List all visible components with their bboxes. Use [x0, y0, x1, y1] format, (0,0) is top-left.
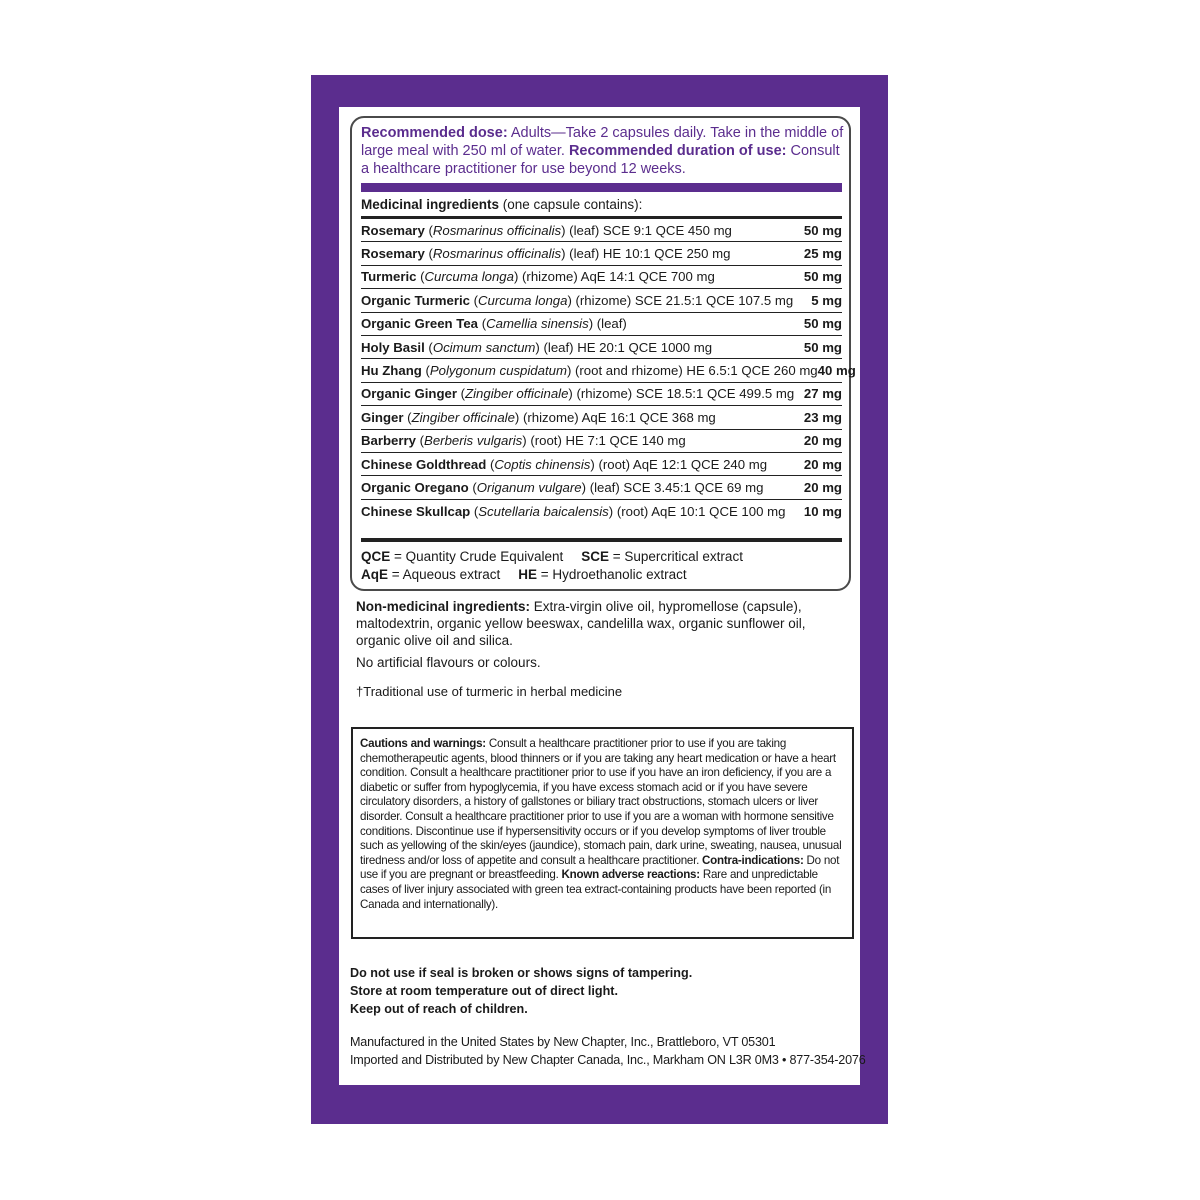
- ingredient-detail: (leaf) HE 20:1 QCE 1000 mg: [539, 339, 713, 355]
- ingredient-row: Hu Zhang (Polygonum cuspidatum) (root and rhizome) HE 6.5:1 QCE 260 mg 40 mg: [361, 359, 842, 382]
- distributor-line: Imported and Distributed by New Chapter Canada, Inc., Markham ON L3R 0M3 • 877-354-2076: [350, 1053, 866, 1067]
- legend-sce-text: = Supercritical extract: [609, 549, 743, 564]
- ingredient-latin: Origanum vulgare: [476, 479, 582, 495]
- ingredient-detail: (rhizome) AqE 14:1 QCE 700 mg: [518, 269, 715, 285]
- ingredient-detail: (root) AqE 10:1 QCE 100 mg: [613, 503, 786, 519]
- table-bottom-rule: [361, 538, 842, 542]
- ingredient-detail: (leaf) SCE 9:1 QCE 450 mg: [565, 222, 732, 238]
- recommended-dose: [361, 124, 845, 178]
- non-medicinal-ingredients: [356, 598, 846, 649]
- manufacturer-line: Manufactured in the United States by New Chapter, Inc., Brattleboro, VT 05301: [350, 1035, 776, 1049]
- ingredient-latin: Curcuma longa: [424, 269, 514, 285]
- legend-he-text: = Hydroethanolic extract: [536, 567, 687, 582]
- ingredient-amount: 5 mg: [811, 292, 842, 308]
- dose-label: Recommended dose:: [361, 125, 508, 141]
- ingredient-row: Organic Turmeric (Curcuma longa) (rhizome) SCE 21.5:1 QCE 107.5 mg 5 mg: [361, 289, 842, 312]
- medicinal-heading: [361, 197, 642, 212]
- ingredient-detail: (rhizome) AqE 16:1 QCE 368 mg: [519, 409, 716, 425]
- ingredient-name: Organic Ginger: [361, 386, 457, 402]
- ingredient-amount: 10 mg: [803, 503, 842, 519]
- medicinal-label: Medicinal ingredients: [361, 197, 500, 212]
- ingredient-amount: 50 mg: [803, 339, 842, 355]
- ingredient-latin: Zingiber officinale: [411, 409, 515, 425]
- storage-instruction: Store at room temperature out of direct light.: [350, 984, 618, 998]
- medicinal-note: (one capsule contains):: [499, 197, 643, 212]
- ingredient-latin: Camellia sinensis: [486, 316, 589, 332]
- contra-label: Contra-indications:: [702, 853, 804, 867]
- ingredient-name: Organic Green Tea: [361, 316, 479, 332]
- ingredient-latin: Rosmarinus officinalis: [432, 246, 562, 262]
- divider-bar: [361, 183, 842, 192]
- ingredient-amount: 20 mg: [803, 433, 842, 449]
- duration-text: Consult a healthcare practitioner for use beyond 12 weeks.: [361, 143, 840, 177]
- seal-warning: Do not use if seal is broken or shows signs of tampering.: [350, 966, 693, 980]
- abbreviation-legend: [361, 548, 743, 584]
- ingredient-latin: Scutellaria baicalensis: [478, 503, 609, 519]
- ingredient-amount: 20 mg: [803, 456, 842, 472]
- ingredient-amount: 20 mg: [803, 479, 842, 495]
- ingredient-name: Organic Turmeric: [361, 292, 470, 308]
- ingredient-detail: (leaf): [593, 316, 627, 332]
- adverse-text: Rare and unpredictable cases of liver injury associated with green tea extract-containing products have been reported (in Canada and internationally).: [360, 868, 832, 911]
- ingredient-detail: (rhizome) SCE 18.5:1 QCE 499.5 mg: [572, 386, 795, 402]
- ingredient-row: Barberry (Berberis vulgaris) (root) HE 7:1 QCE 140 mg 20 mg: [361, 430, 842, 453]
- ingredient-amount: 50 mg: [803, 269, 842, 285]
- ingredient-name: Barberry: [361, 433, 416, 449]
- non-medicinal-label: Non-medicinal ingredients:: [356, 599, 531, 614]
- ingredient-detail: (root and rhizome) HE 6.5:1 QCE 260 mg: [571, 363, 818, 379]
- ingredient-name: Chinese Skullcap: [361, 503, 471, 519]
- no-artificial-note: No artificial flavours or colours.: [356, 655, 541, 670]
- ingredient-name: Holy Basil: [361, 339, 425, 355]
- ingredient-name: Turmeric: [361, 269, 417, 285]
- ingredient-latin: Ocimum sanctum: [432, 339, 536, 355]
- ingredient-name: Rosemary: [361, 246, 425, 262]
- storage-warnings: [350, 964, 692, 1018]
- ingredient-latin: Curcuma longa: [478, 292, 568, 308]
- ingredient-row: Organic Green Tea (Camellia sinensis) (leaf) 50 mg: [361, 313, 842, 336]
- cautions-text: Consult a healthcare practitioner prior to use if you are taking chemotherapeutic agents, blood thinners or if you are taking any heart medication or have a heart condition. Consult a healthcare practitioner prior to use if you have an iron deficiency, if you are a diabetic or suffer from hypoglycemia, if you have excess stomach acid or if you have severe circulatory disorders, a history of gallstones or biliary tract obstructions, stomach ulcers or liver disorder. Consult a healthcare practitioner prior to use if you are a woman with hormone sensitive conditions. Discontinue use if hypersensitivity occurs or if you develop symptoms of liver trouble such as yellowing of the skin/eyes (jaundice), stomach pain, dark urine, sweating, nausea, unusual tiredness and/or loss of appetite and consult a healthcare practitioner.: [360, 737, 842, 867]
- ingredient-name: Organic Oregano: [361, 479, 469, 495]
- ingredient-name: Hu Zhang: [361, 363, 422, 379]
- ingredients-table: [361, 219, 856, 523]
- contra-text: Do not use if you are pregnant or breastfeeding.: [360, 853, 840, 882]
- ingredient-latin: Rosmarinus officinalis: [432, 222, 562, 238]
- ingredient-row: Turmeric (Curcuma longa) (rhizome) AqE 14:1 QCE 700 mg 50 mg: [361, 266, 842, 289]
- ingredient-name: Chinese Goldthread: [361, 456, 487, 472]
- ingredient-latin: Berberis vulgaris: [424, 433, 523, 449]
- ingredient-row: Organic Ginger (Zingiber officinale) (rhizome) SCE 18.5:1 QCE 499.5 mg 27 mg: [361, 383, 842, 406]
- ingredient-row: Organic Oregano (Origanum vulgare) (leaf) SCE 3.45:1 QCE 69 mg 20 mg: [361, 476, 842, 499]
- ingredient-detail: (leaf) SCE 3.45:1 QCE 69 mg: [586, 479, 764, 495]
- ingredient-amount: 23 mg: [803, 409, 842, 425]
- ingredient-amount: 25 mg: [803, 246, 842, 262]
- dose-text: Adults—Take 2 capsules daily. Take in the middle of large meal with 250 ml of water.: [361, 125, 844, 159]
- ingredient-row: Chinese Goldthread (Coptis chinensis) (root) AqE 12:1 QCE 240 mg 20 mg: [361, 453, 842, 476]
- ingredient-amount: 40 mg: [817, 363, 856, 379]
- legend-qce-text: = Quantity Crude Equivalent: [390, 549, 564, 564]
- ingredient-amount: 27 mg: [803, 386, 842, 402]
- ingredient-detail: (root) HE 7:1 QCE 140 mg: [526, 433, 686, 449]
- ingredient-name: Rosemary: [361, 222, 425, 238]
- cautions-box: [351, 727, 854, 939]
- legend-line-2: [361, 566, 743, 584]
- ingredient-row: Ginger (Zingiber officinale) (rhizome) AqE 16:1 QCE 368 mg 23 mg: [361, 406, 842, 429]
- adverse-label: Known adverse reactions:: [561, 868, 700, 882]
- ingredient-amount: 50 mg: [803, 316, 842, 332]
- ingredient-row: Rosemary (Rosmarinus officinalis) (leaf) SCE 9:1 QCE 450 mg 50 mg: [361, 219, 842, 242]
- cautions-label: Cautions and warnings:: [360, 737, 486, 750]
- ingredient-row: Holy Basil (Ocimum sanctum) (leaf) HE 20:1 QCE 1000 mg 50 mg: [361, 336, 842, 359]
- legend-sce-abbr: SCE: [581, 549, 610, 564]
- ingredient-latin: Polygonum cuspidatum: [429, 363, 567, 379]
- ingredient-name: Ginger: [361, 409, 404, 425]
- legend-aqe-text: = Aqueous extract: [388, 567, 501, 582]
- non-medicinal-text: Extra-virgin olive oil, hypromellose (capsule), maltodextrin, organic yellow beeswax, candelilla wax, organic sunflower oil, organic olive oil and silica.: [356, 599, 806, 648]
- ingredient-row: Chinese Skullcap (Scutellaria baicalensis) (root) AqE 10:1 QCE 100 mg 10 mg: [361, 503, 842, 519]
- ingredient-detail: (root) AqE 12:1 QCE 240 mg: [594, 456, 768, 472]
- legend-aqe-abbr: AqE: [361, 567, 388, 582]
- legend-he-abbr: HE: [518, 567, 537, 582]
- ingredient-latin: Zingiber officinale: [465, 386, 569, 402]
- manufacturer-info: [350, 1033, 866, 1069]
- legend-qce-abbr: QCE: [361, 549, 391, 564]
- traditional-use-note: †Traditional use of turmeric in herbal medicine: [356, 684, 623, 699]
- children-warning: Keep out of reach of children.: [350, 1002, 528, 1016]
- ingredient-detail: (rhizome) SCE 21.5:1 QCE 107.5 mg: [571, 292, 794, 308]
- ingredient-latin: Coptis chinensis: [494, 456, 591, 472]
- legend-line-1: [361, 548, 743, 566]
- duration-label: Recommended duration of use:: [568, 143, 787, 159]
- ingredient-amount: 50 mg: [803, 222, 842, 238]
- ingredient-row: Rosemary (Rosmarinus officinalis) (leaf) HE 10:1 QCE 250 mg 25 mg: [361, 242, 842, 265]
- ingredient-detail: (leaf) HE 10:1 QCE 250 mg: [565, 246, 731, 262]
